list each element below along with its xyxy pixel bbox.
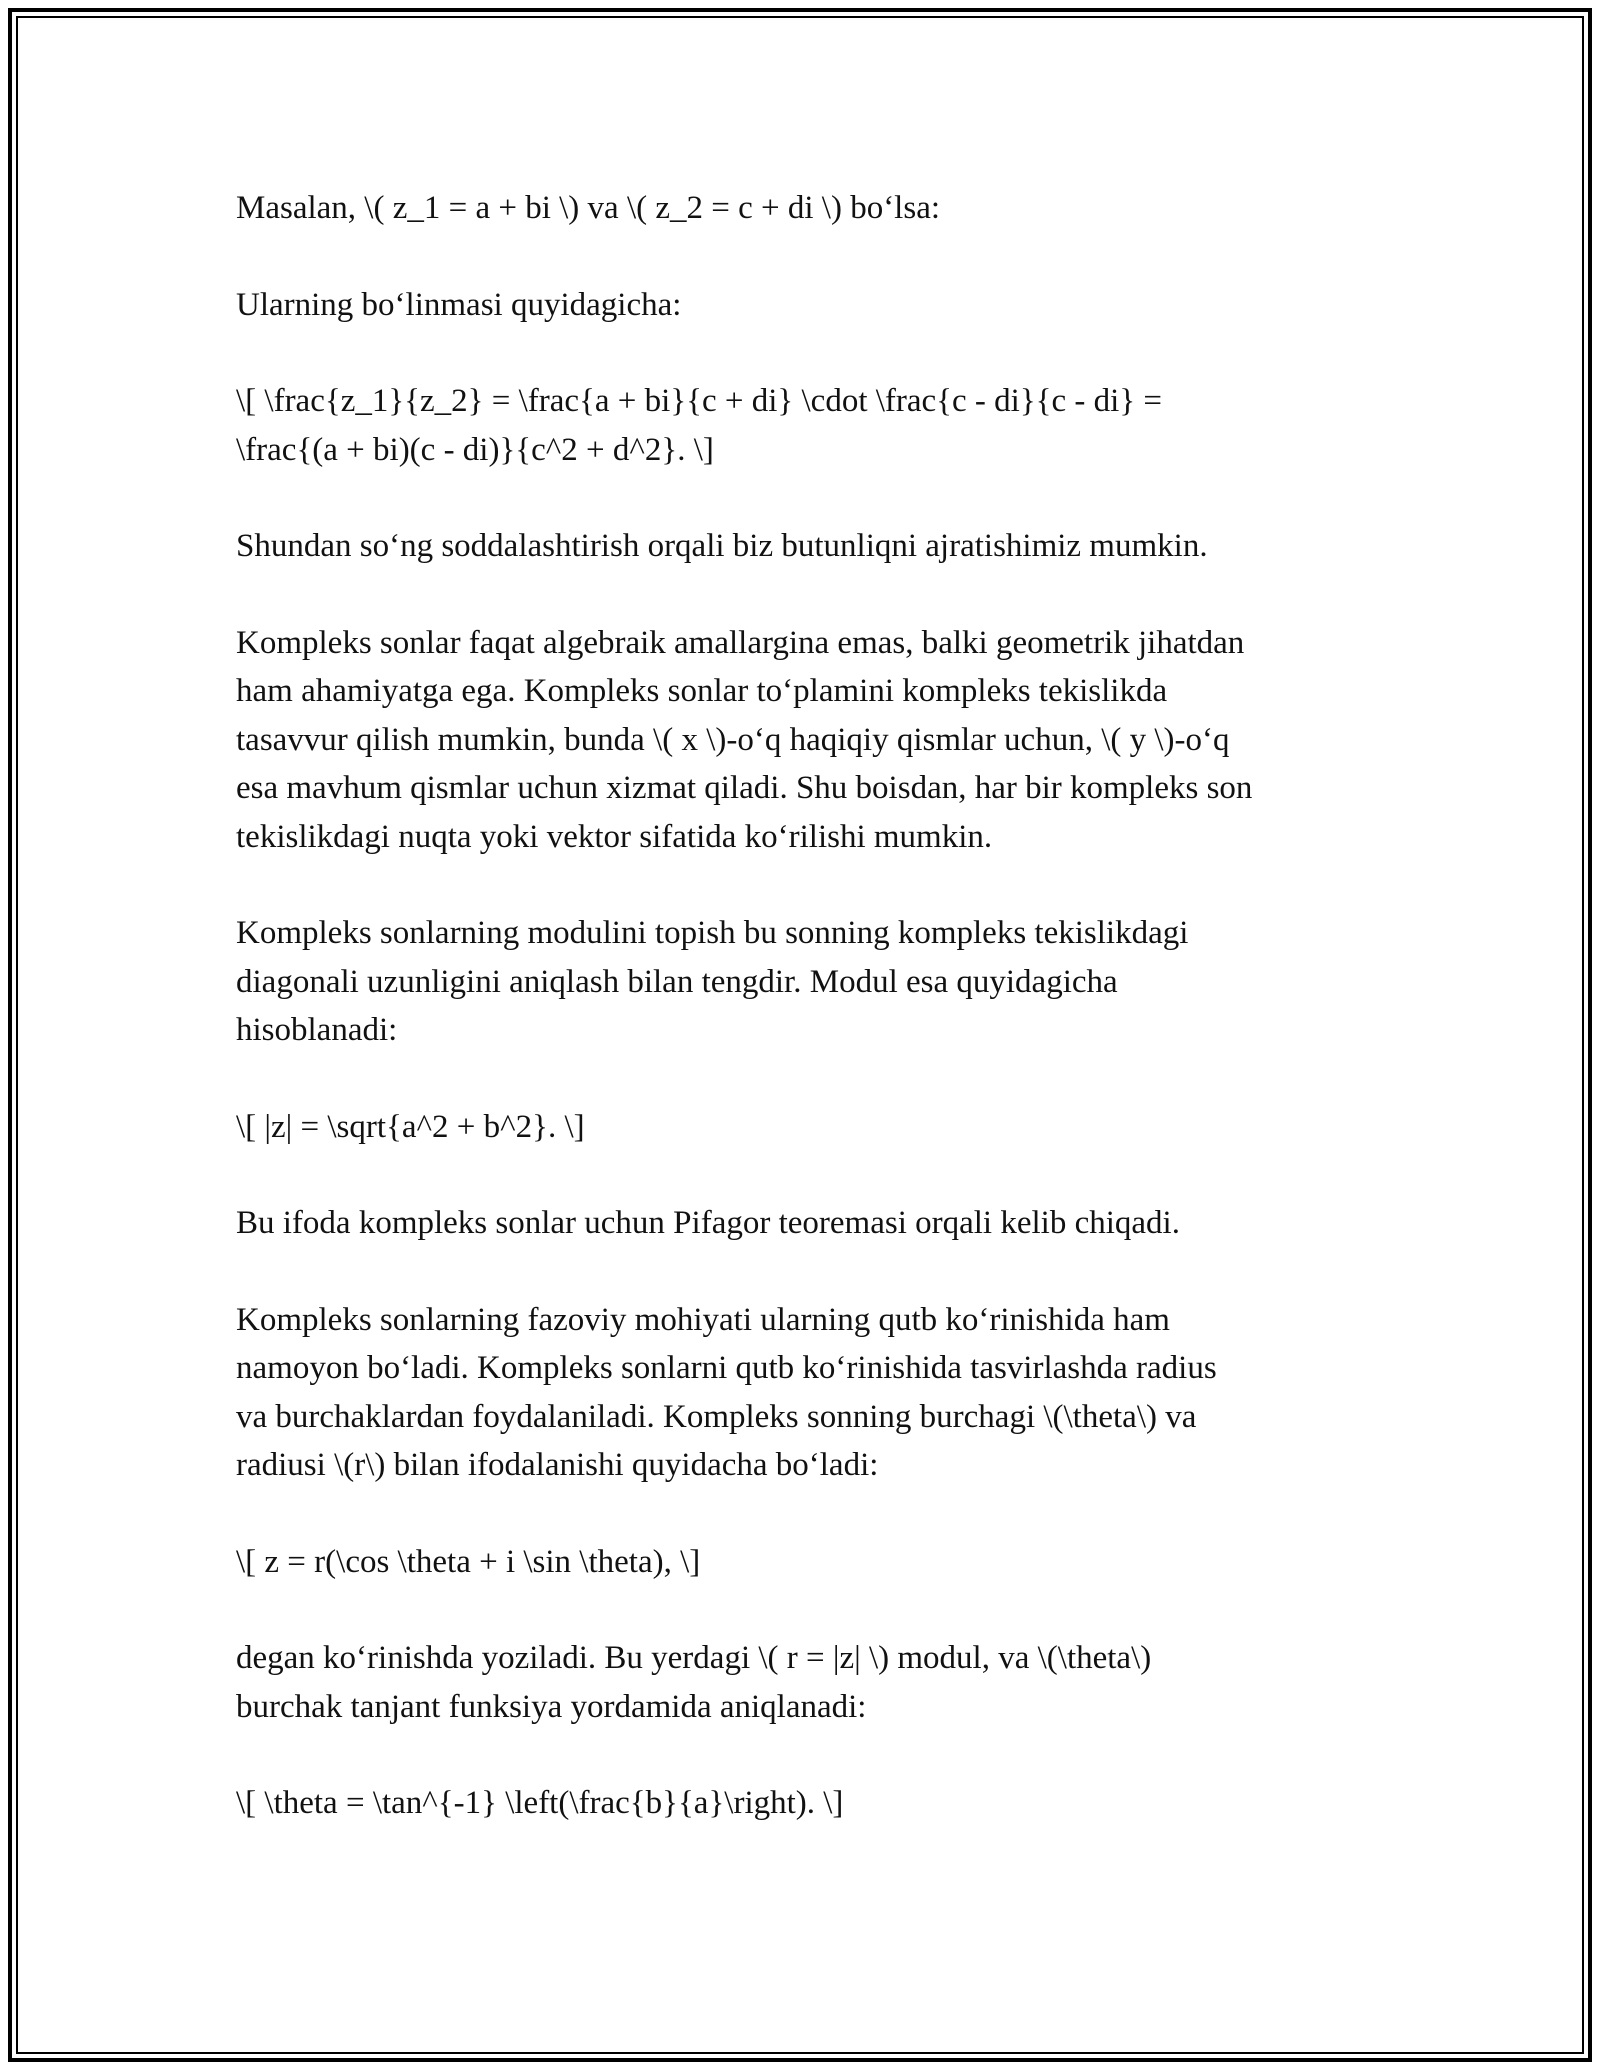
paragraph-modulus-intro: Kompleks sonlarning modulini topish bu sonning kompleks tekislikdagi diagonali uzunligini aniqlash bilan tengdir. Modul esa quyidagicha hisoblanadi: bbox=[236, 915, 1189, 1048]
paragraph-geometric-meaning: Kompleks sonlar faqat algebraik amallargina emas, balki geometrik jihatdan ham ahamiyatga ega. Kompleks sonlar to‘plamini kompleks tekislikda tasavvur qilish mumkin, bunda \( x \)-o‘q haqiqiy qismlar uchun, \( y \)-o‘q esa mavhum qismlar uchun xizmat qiladi. Shu boisdan, har bir kompleks son tekislikdagi nuqta yoki vektor sifatida ko‘rilishi mumkin. bbox=[236, 624, 1253, 855]
paragraph-division-intro: Ularning bo‘linmasi quyidagicha: bbox=[236, 286, 682, 323]
paragraph-polar-form-intro: Kompleks sonlarning fazoviy mohiyati ularning qutb ko‘rinishida ham namoyon bo‘ladi. Kompleks sonlarni qutb ko‘rinishida tasvirlashda radius va burchaklardan foydalaniladi. Kompleks sonning burchagi \(\theta\) va radiusi \(r\) bilan ifodalanishi quyidacha bo‘ladi: bbox=[236, 1301, 1217, 1483]
paragraph-example-intro: Masalan, \( z_1 = a + bi \) va \( z_2 = c + di \) bo‘lsa: bbox=[236, 190, 941, 226]
formula-division: \[ \frac{z_1}{z_2} = \frac{a + bi}{c + di} \cdot \frac{c - di}{c - di} = \frac{(a + bi)(c - di)}{c^2 + d^2}. \] bbox=[236, 383, 1163, 468]
formula-modulus: \[ |z| = \sqrt{a^2 + b^2}. \] bbox=[236, 1108, 585, 1145]
paragraph-simplification: Shundan so‘ng soddalashtirish orqali biz butunliqni ajratishimiz mumkin. bbox=[236, 528, 1208, 564]
formula-angle: \[ \theta = \tan^{-1} \left(\frac{b}{a}\right). \] bbox=[236, 1785, 844, 1821]
formula-polar-form: \[ z = r(\cos \theta + i \sin \theta), \] bbox=[236, 1543, 701, 1580]
paragraph-angle-intro: degan ko‘rinishda yoziladi. Bu yerdagi \( r = |z| \) modul, va \(\theta\) burchak tanjant funksiya yordamida aniqlanadi: bbox=[236, 1640, 1152, 1725]
document-body bbox=[236, 184, 1376, 1876]
paragraph-pythagoras: Bu ifoda kompleks sonlar uchun Pifagor teoremasi orqali kelib chiqadi. bbox=[236, 1205, 1180, 1241]
